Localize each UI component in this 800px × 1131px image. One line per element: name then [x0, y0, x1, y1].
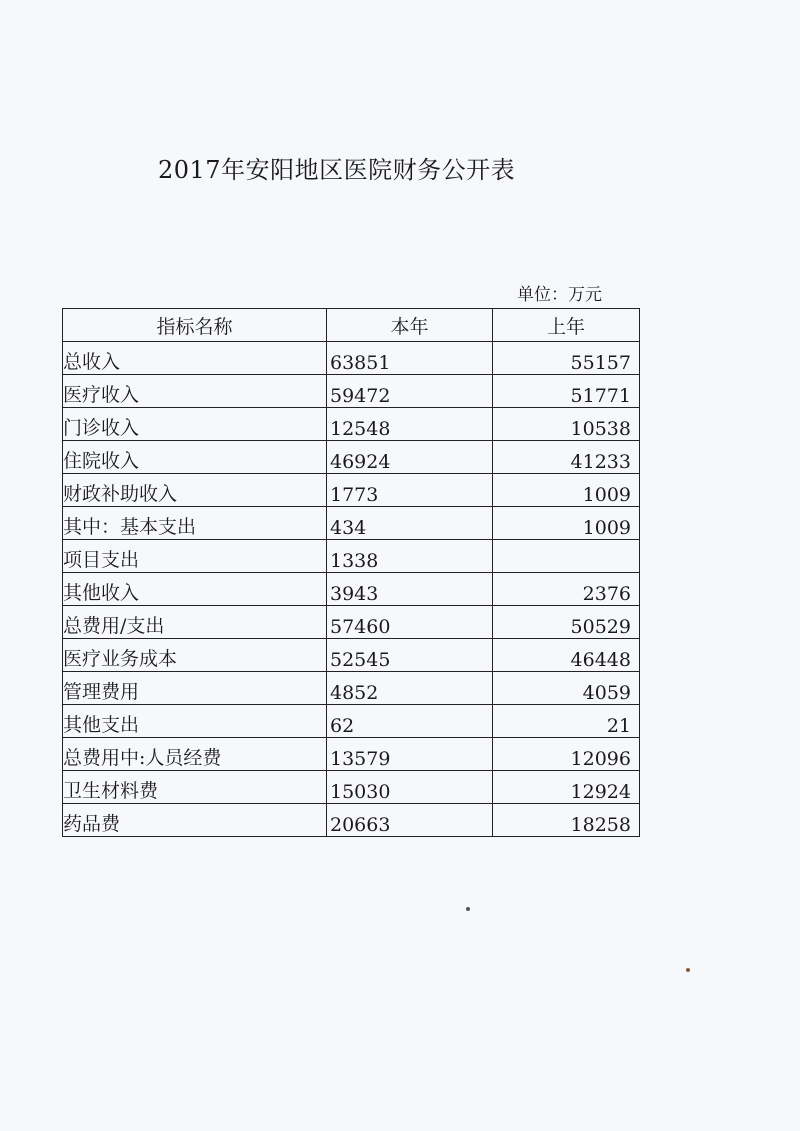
- table-row: [63, 738, 640, 771]
- row-name: 卫生材料费: [63, 771, 327, 804]
- table-row: [63, 672, 640, 705]
- current-year-value: 1773: [327, 474, 493, 507]
- current-year-value: 4852: [327, 672, 493, 705]
- table-row: [63, 507, 640, 540]
- table-row: [63, 540, 640, 573]
- previous-year-value: 50529: [493, 606, 640, 639]
- header-previous-year: 上年: [493, 309, 640, 342]
- previous-year-value: 12924: [493, 771, 640, 804]
- previous-year-value: 55157: [493, 342, 640, 375]
- table-row: [63, 441, 640, 474]
- previous-year-value: 4059: [493, 672, 640, 705]
- current-year-value: 3943: [327, 573, 493, 606]
- previous-year-value: 41233: [493, 441, 640, 474]
- current-year-value: 46924: [327, 441, 493, 474]
- row-name: 医疗业务成本: [63, 639, 327, 672]
- table-row: [63, 771, 640, 804]
- row-name: 其他收入: [63, 573, 327, 606]
- current-year-value: 52545: [327, 639, 493, 672]
- row-name: 项目支出: [63, 540, 327, 573]
- row-name: 管理费用: [63, 672, 327, 705]
- table-row: [63, 408, 640, 441]
- previous-year-value: 46448: [493, 639, 640, 672]
- previous-year-value: 1009: [493, 474, 640, 507]
- table-row: [63, 705, 640, 738]
- finance-table: [62, 308, 640, 837]
- row-name: 总费用/支出: [63, 606, 327, 639]
- previous-year-value: 21: [493, 705, 640, 738]
- table-row: [63, 639, 640, 672]
- previous-year-value: 51771: [493, 375, 640, 408]
- row-name: 其中：基本支出: [63, 507, 327, 540]
- row-name: 药品费: [63, 804, 327, 837]
- row-name: 总费用中:人员经费: [63, 738, 327, 771]
- table-row: [63, 342, 640, 375]
- table-header-row: [63, 309, 640, 342]
- previous-year-value: 18258: [493, 804, 640, 837]
- unit-label: 单位：万元: [517, 285, 602, 305]
- current-year-value: 62: [327, 705, 493, 738]
- document-title: 2017年安阳地区医院财务公开表: [158, 156, 516, 184]
- current-year-value: 434: [327, 507, 493, 540]
- table-row: [63, 474, 640, 507]
- scan-speck: [466, 907, 470, 911]
- row-name: 财政补助收入: [63, 474, 327, 507]
- scan-speck: [686, 968, 690, 972]
- previous-year-value: 1009: [493, 507, 640, 540]
- current-year-value: 13579: [327, 738, 493, 771]
- header-current-year: 本年: [327, 309, 493, 342]
- current-year-value: 15030: [327, 771, 493, 804]
- current-year-value: 1338: [327, 540, 493, 573]
- current-year-value: 59472: [327, 375, 493, 408]
- table-row: [63, 804, 640, 837]
- row-name: 医疗收入: [63, 375, 327, 408]
- previous-year-value: 10538: [493, 408, 640, 441]
- row-name: 总收入: [63, 342, 327, 375]
- table-row: [63, 573, 640, 606]
- table-row: [63, 606, 640, 639]
- current-year-value: 57460: [327, 606, 493, 639]
- previous-year-value: 12096: [493, 738, 640, 771]
- previous-year-value: 2376: [493, 573, 640, 606]
- current-year-value: 12548: [327, 408, 493, 441]
- row-name: 其他支出: [63, 705, 327, 738]
- row-name: 门诊收入: [63, 408, 327, 441]
- table-row: [63, 375, 640, 408]
- header-indicator-name: 指标名称: [63, 309, 327, 342]
- previous-year-value: [493, 540, 640, 573]
- current-year-value: 63851: [327, 342, 493, 375]
- current-year-value: 20663: [327, 804, 493, 837]
- row-name: 住院收入: [63, 441, 327, 474]
